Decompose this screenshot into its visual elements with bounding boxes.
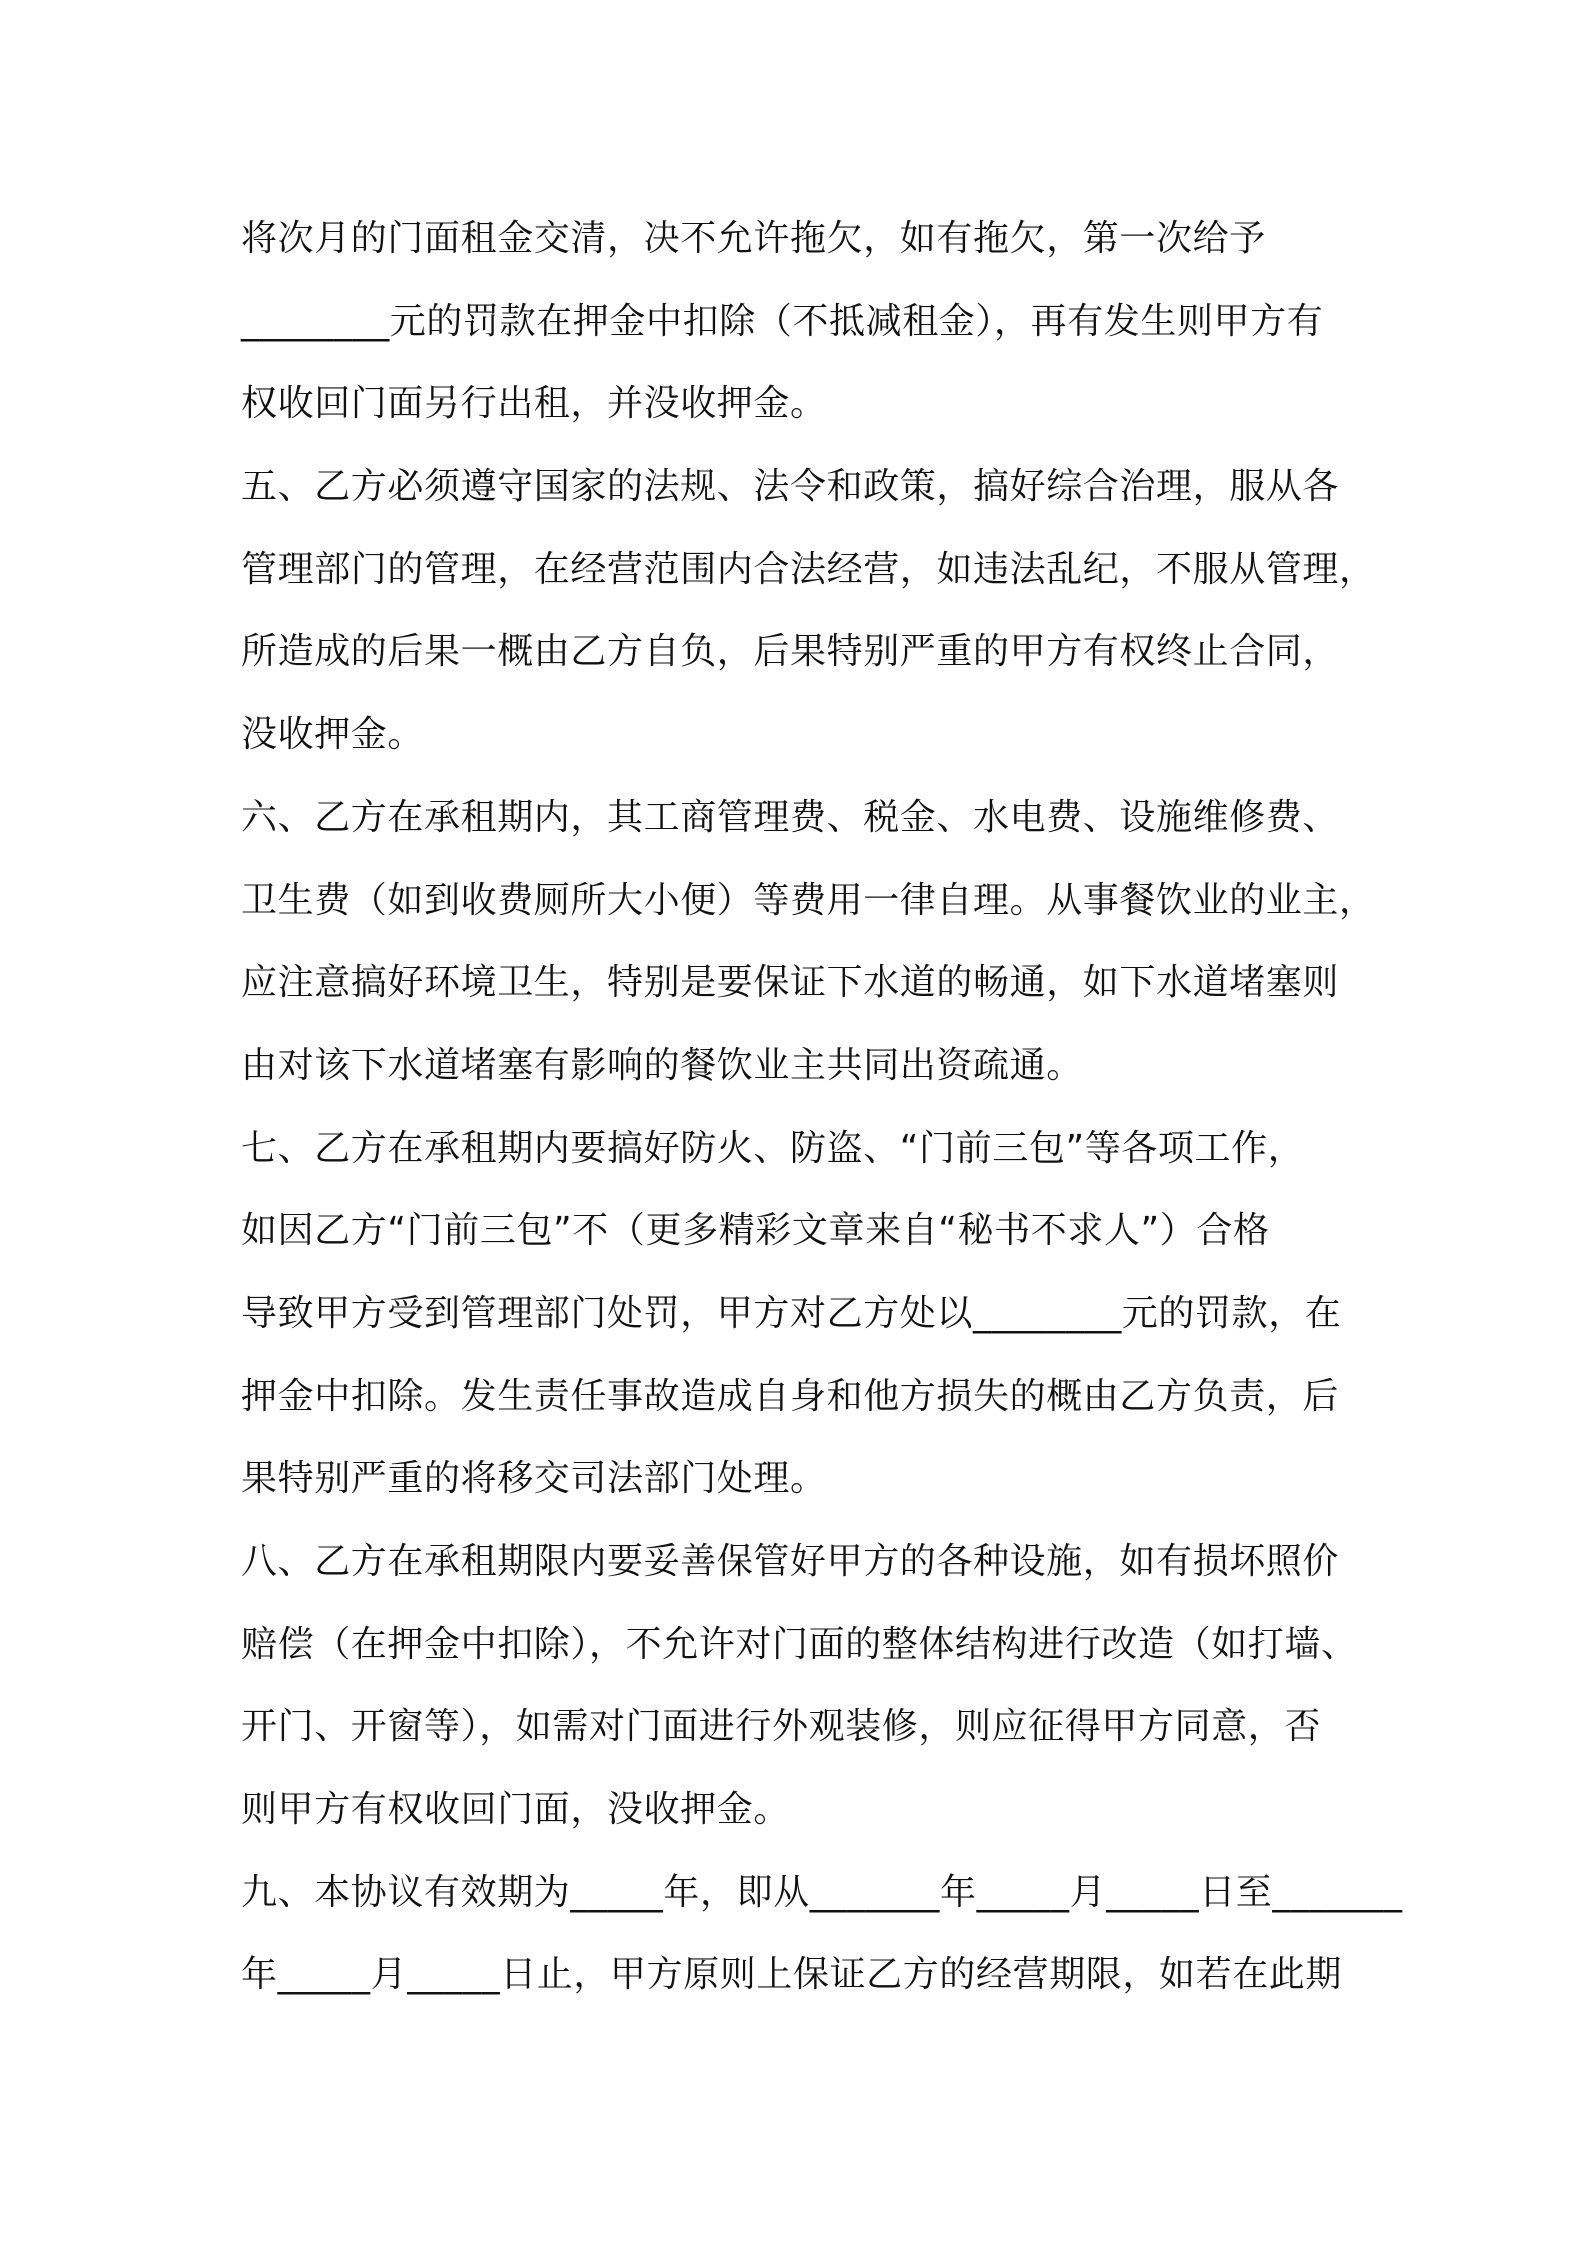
text-line: 由对该下水道堵塞有影响的餐饮业主共同出资疏通。: [241, 1044, 1083, 1086]
text-line: 权收回门面另行出租，并没收押金。: [241, 383, 827, 425]
text-line: 导致甲方受到管理部门处罚，甲方对乙方处以________元的罚款，在: [241, 1292, 1342, 1334]
text-line: 所造成的后果一概由乙方自负，后果特别严重的甲方有权终止合同，: [241, 631, 1340, 673]
text-line: 应注意搞好环境卫生，特别是要保证下水道的畅通，如下水道堵塞则: [241, 962, 1340, 1004]
text-line: 将次月的门面租金交清，决不允许拖欠，如有拖欠，第一次给予: [241, 218, 1266, 259]
clause-5-line: 五、乙方必须遵守国家的法规、法令和政策，搞好综合治理，服从各: [241, 466, 1340, 508]
text-line: 押金中扣除。发生责任事故造成自身和他方损失的概由乙方负责，后: [241, 1375, 1340, 1417]
text-line: ________元的罚款在押金中扣除（不抵减租金），再有发生则甲方有: [241, 300, 1324, 342]
document-body: [241, 198, 1403, 2017]
clause-9-line: 九、本协议有效期为_____年，即从_______年_____月_____日至_______: [241, 1871, 1403, 1913]
text-line: 年_____月_____日止，甲方原则上保证乙方的经营期限，如若在此期: [241, 1954, 1343, 1996]
clause-8-line: 八、乙方在承租期限内要妥善保管好甲方的各种设施，如有损坏照价: [241, 1541, 1340, 1582]
text-line: 管理部门的管理，在经营范围内合法经营，如违法乱纪，不服从管理，: [241, 548, 1376, 590]
text-line: 开门、开窗等），如需对门面进行外观装修，则应征得甲方同意，否: [241, 1706, 1322, 1748]
text-line: 没收押金。: [241, 714, 425, 756]
text-line: 果特别严重的将移交司法部门处理。: [241, 1458, 827, 1500]
text-line: 如因乙方“门前三包”不（更多精彩文章来自“秘书不求人”）合格: [241, 1210, 1270, 1252]
clause-7-line: 七、乙方在承租期内要搞好防火、防盗、“门前三包”等各项工作，: [241, 1127, 1305, 1169]
text-line: 卫生费（如到收费厕所大小便）等费用一律自理。从事餐饮业的业主，: [241, 879, 1376, 921]
text-line: 赔偿（在押金中扣除），不允许对门面的整体结构进行改造（如打墙、: [241, 1623, 1358, 1665]
clause-6-line: 六、乙方在承租期内，其工商管理费、税金、水电费、设施维修费、: [241, 796, 1340, 838]
text-line: 则甲方有权收回门面，没收押金。: [241, 1789, 791, 1831]
